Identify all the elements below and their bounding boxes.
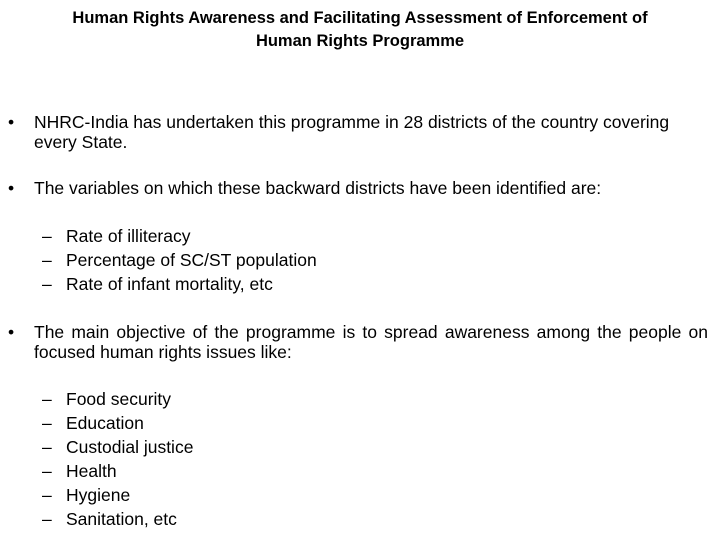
bullet-marker: • [8, 112, 15, 132]
slide-title [0, 7, 720, 53]
dash-marker: – [42, 461, 52, 481]
list-item-text: Education [66, 413, 144, 433]
list-item [42, 459, 642, 483]
bullet-marker: • [8, 178, 15, 198]
list-item [42, 224, 642, 248]
bullet-programme-scope [8, 112, 708, 152]
dash-marker: – [42, 250, 52, 270]
list-item [42, 387, 642, 411]
dash-marker: – [42, 226, 52, 246]
list-item-text: Hygiene [66, 485, 131, 505]
list-item [42, 248, 642, 272]
list-item-text: Rate of illiteracy [66, 226, 191, 246]
bullet-text: The main objective of the programme is to spread awareness among the people on focused human rights issues like: [34, 322, 708, 362]
list-item-text: Rate of infant mortality, etc [66, 274, 273, 294]
list-item [42, 507, 642, 531]
title-line-2: Human Rights Programme [255, 32, 465, 50]
list-item-text: Health [66, 461, 117, 481]
list-item-text: Food security [66, 389, 172, 409]
issues-list [42, 387, 642, 531]
bullet-text: The variables on which these backward districts have been identified are: [34, 178, 602, 198]
list-item [42, 435, 642, 459]
list-item [42, 483, 642, 507]
bullet-text: NHRC-India has undertaken this programme in 28 districts of the country covering every State. [34, 112, 670, 152]
dash-marker: – [42, 437, 52, 457]
bullet-variables [8, 178, 708, 198]
bullet-objective [8, 322, 708, 362]
dash-marker: – [42, 413, 52, 433]
list-item [42, 411, 642, 435]
dash-marker: – [42, 274, 52, 294]
variables-list [42, 224, 642, 296]
list-item-text: Percentage of SC/ST population [66, 250, 317, 270]
list-item-text: Custodial justice [66, 437, 194, 457]
dash-marker: – [42, 485, 52, 505]
title-line-1: Human Rights Awareness and Facilitating Assessment of Enforcement of [72, 9, 648, 27]
dash-marker: – [42, 509, 52, 529]
dash-marker: – [42, 389, 52, 409]
bullet-marker: • [8, 322, 15, 342]
list-item [42, 272, 642, 296]
list-item-text: Sanitation, etc [66, 509, 177, 529]
